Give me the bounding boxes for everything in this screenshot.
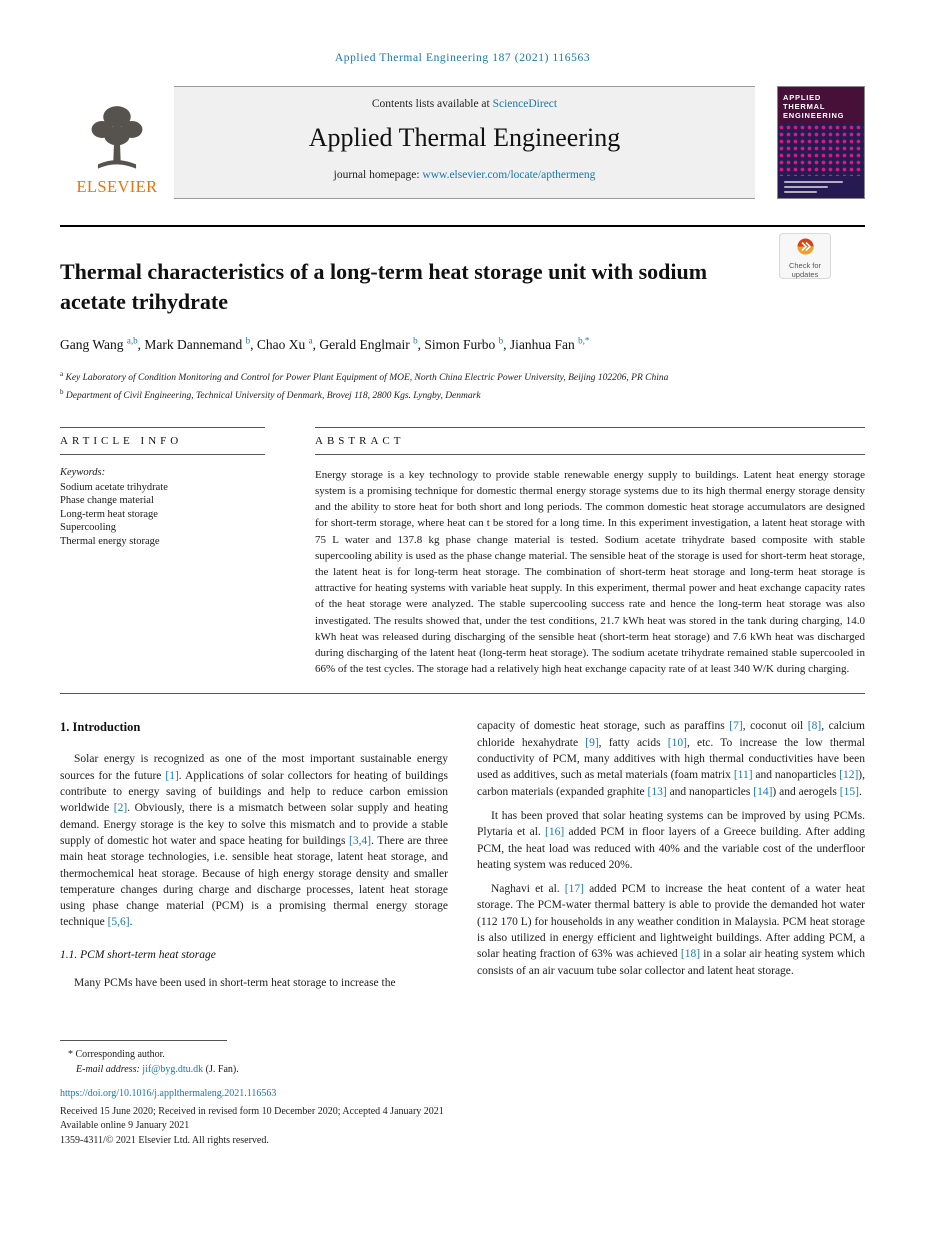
- citation-link[interactable]: [11]: [733, 769, 753, 782]
- check-for-updates-badge[interactable]: [779, 233, 831, 279]
- author-name: Gerald Englmair $^b$,: [319, 335, 425, 352]
- paragraph: Solar energy is recognized as one of the most important sustainable energy sources for the future [1]. Applications of solar collectors for heating of buildings contribute to energy saving of buildings and help to reduce carbon emission worldwide [2]. Obviously, there is a mismatch between solar supply and heating demand. Energy storage is the key to solve this mismatch and to provide a stable supply of domestic hot water and space heating for buildings [3,4]. There are three main heat storage technologies, i.e. sensible heat storage, latent heat storage, and thermochemical heat storage. Because of high energy storage density and smaller temperature changes during charge and discharge processes, latent heat storage using phase change material (PCM) is a promising thermal energy storage technique [5,6].: [60, 753, 449, 929]
- keyword: Long-term heat storage: [60, 508, 158, 520]
- copyright-line: 1359-4311/© 2021 Elsevier Ltd. All rights reserved.: [60, 1134, 269, 1146]
- affiliation: $^a$ Key Laboratory of Condition Monitoring and Control for Power Plant Equipment of MOE, North China Electric Power University, Beijing 102206, PR China: [60, 369, 669, 383]
- keyword: Phase change material: [60, 495, 154, 507]
- abstract-column: [315, 427, 865, 678]
- keyword: Sodium acetate trihydrate: [60, 481, 168, 493]
- article-info-heading: ARTICLE INFO: [60, 427, 265, 455]
- email-label: E-mail address:: [76, 1063, 140, 1075]
- citation-link[interactable]: [1]: [165, 769, 179, 782]
- cover-dot-pattern: [778, 124, 864, 176]
- abstract-body-divider: [60, 693, 865, 694]
- elsevier-logo[interactable]: [60, 86, 174, 199]
- affiliation-list: [60, 367, 865, 403]
- article-body: [60, 718, 865, 999]
- footnote-block: [60, 1040, 865, 1077]
- received-line: Received 15 June 2020; Received in revised form 10 December 2020; Accepted 4 January 2021: [60, 1105, 444, 1117]
- paragraph: Many PCMs have been used in short-term heat storage to increase the: [74, 976, 396, 989]
- citation-link[interactable]: [16]: [545, 826, 565, 839]
- citation-link[interactable]: [14]: [753, 785, 773, 798]
- journal-reference[interactable]: Applied Thermal Engineering 187 (2021) 116563: [334, 52, 591, 64]
- keyword: Thermal energy storage: [60, 535, 160, 547]
- keywords-label: Keywords:: [60, 466, 106, 478]
- journal-header: [60, 86, 865, 199]
- citation-link[interactable]: [2]: [113, 802, 128, 815]
- cover-footer-decoration: [778, 176, 864, 199]
- journal-cover-thumbnail[interactable]: [777, 86, 865, 199]
- citation-link[interactable]: [18]: [680, 948, 701, 961]
- contents-prefix: Contents lists available at: [371, 98, 490, 110]
- sciencedirect-link[interactable]: ScienceDirect: [492, 98, 558, 110]
- author-name: Mark Dannemand $^b$,: [144, 335, 257, 352]
- journal-cover-title: APPLIED THERMAL ENGINEERING: [778, 87, 864, 124]
- email-line: [60, 1063, 865, 1078]
- keyword: Supercooling: [60, 522, 116, 534]
- citation-link[interactable]: [8]: [807, 720, 822, 733]
- article-title: Thermal characteristics of a long-term heat storage unit with sodium acetate trihydrate: [60, 259, 708, 314]
- contents-line: [174, 98, 755, 110]
- affiliation: $^b$ Department of Civil Engineering, Technical University of Denmark, Brovej 118, 2800 Kgs. Lyngby, Denmark: [60, 387, 481, 401]
- subsection-heading: 1.1. PCM short-term heat storage: [60, 948, 216, 961]
- paragraph: It has been proved that solar heating systems can be improved by using PCMs. Plytaria et al. [16] added PCM in floor layers of a Greece building. After adding PCM, the heat load was reduced with 40% and the variable cost of the underfloor heating system was reduced 20%.: [477, 809, 865, 871]
- author-name: Jianhua Fan $^{b,*}$: [509, 335, 590, 352]
- keyword-list: [60, 481, 265, 549]
- author-name: Chao Xu $^a$,: [256, 335, 320, 352]
- author-name: Simon Furbo $^b$,: [424, 335, 510, 352]
- abstract-text: Energy storage is a key technology to provide stable renewable energy supply to buildings. Latent heat energy storage system is a promising technique for domestic thermal energy storage systems due to its high thermal energy storage density and the ability to store heat for both short and long periods. The common domestic heat storage accumulators are designed for short-term storage, where heat can t be stored for a long time. In this experiment investigation, a latent heat storage with 75 L water and 137.8 kg phase change material is tested. Sodium acetate trihydrate based composite with stable supercooling ability is used as the phase change material. The sensible heat of the storage is used for short-term heat storage, the latent heat is for long-term heat storage. The combination of short-term heat storage and long-term heat storage is attractive for heating systems with variable heat supply. In this experiment, thermal power and heat exchange capacity rates of the heat storage were analyzed. The stable supercooling success rate and hence the long-term heat storage was also investigated. The results showed that, under the test conditions, 21.7 kWh heat was stored in the tank during charging, 14.0 kWh heat was released during discharging of the sensible heat (short-term heat storage) and 7.6 kWh heat was discharged during discharging of the latent heat (long-term heat storage). The sodium acetate trihydrate remained stable supercooled in 66% of the test cycles. The storage had a relatively high heat exchange capacity rate of at least 340 W/K during charging.: [315, 468, 865, 676]
- author-name: Gang Wang $^{a,b}$,: [60, 335, 145, 352]
- article-info-column: [60, 427, 265, 678]
- citation-link[interactable]: [17]: [564, 883, 584, 896]
- info-abstract-section: [60, 427, 865, 678]
- body-column-right: [477, 718, 865, 986]
- section-heading: 1. Introduction: [60, 720, 141, 735]
- body-column-left: [60, 718, 448, 999]
- crossmark-icon: [797, 238, 814, 255]
- journal-banner: [174, 86, 755, 199]
- citation-link[interactable]: [12]: [839, 769, 859, 782]
- paragraph: capacity of domestic heat storage, such as paraffins [7], coconut oil [8], calcium chloride hexahydrate [9], fatty acids [10], etc. To increase the low thermal conductivity of PCM, many additives with high thermal conductivities have been used as additives, such as metal materials (foam matrix [11] and nanoparticles [12]), carbon materials (expanded graphite [13] and nanoparticles [14]) and aerogels [15].: [477, 720, 866, 798]
- author-list: [60, 335, 865, 353]
- journal-title: Applied Thermal Engineering: [308, 123, 621, 152]
- check-for-updates-label: Check for updates: [788, 261, 822, 279]
- citation-link[interactable]: [5,6]: [107, 916, 130, 929]
- citation-link[interactable]: [10]: [667, 736, 687, 749]
- doi-link[interactable]: https://doi.org/10.1016/j.applthermaleng.2021.116563: [60, 1088, 277, 1099]
- citation-link[interactable]: [9]: [585, 736, 599, 749]
- elsevier-tree-icon: [85, 103, 149, 175]
- citation-link[interactable]: [15]: [839, 785, 859, 798]
- footer-metadata: [60, 1087, 865, 1148]
- citation-link[interactable]: [13]: [647, 785, 667, 798]
- corresponding-author-note: * Corresponding author.: [68, 1049, 165, 1060]
- footnote-divider: [60, 1040, 227, 1041]
- abstract-heading: ABSTRACT: [315, 427, 865, 455]
- paragraph: Naghavi et al. [17] added PCM to increase the heat content of a water heat storage. The PCM-water thermal battery is able to provide the demanded hot water (112 170 L) for households in any weather condition in Malaysia. PCM heat storage is also utilized in energy efficient and lightweight buildings. After adding PCM, a solar heating fraction of 63% was achieved [18] in a solar air heating system which consists of an air vacuum tube solar collector and latent heat storage.: [477, 883, 865, 977]
- homepage-line: [174, 169, 755, 181]
- email-link[interactable]: jif@byg.dtu.dk: [142, 1063, 204, 1075]
- homepage-prefix: journal homepage:: [333, 169, 420, 181]
- available-online-line: Available online 9 January 2021: [60, 1120, 190, 1131]
- citation-link[interactable]: [7]: [729, 720, 743, 733]
- email-suffix: (J. Fan).: [205, 1063, 239, 1075]
- citation-link[interactable]: [3,4]: [349, 834, 372, 847]
- homepage-url-link[interactable]: www.elsevier.com/locate/apthermeng: [422, 169, 596, 181]
- header-divider-rule: [60, 225, 865, 227]
- elsevier-wordmark: ELSEVIER: [76, 177, 158, 196]
